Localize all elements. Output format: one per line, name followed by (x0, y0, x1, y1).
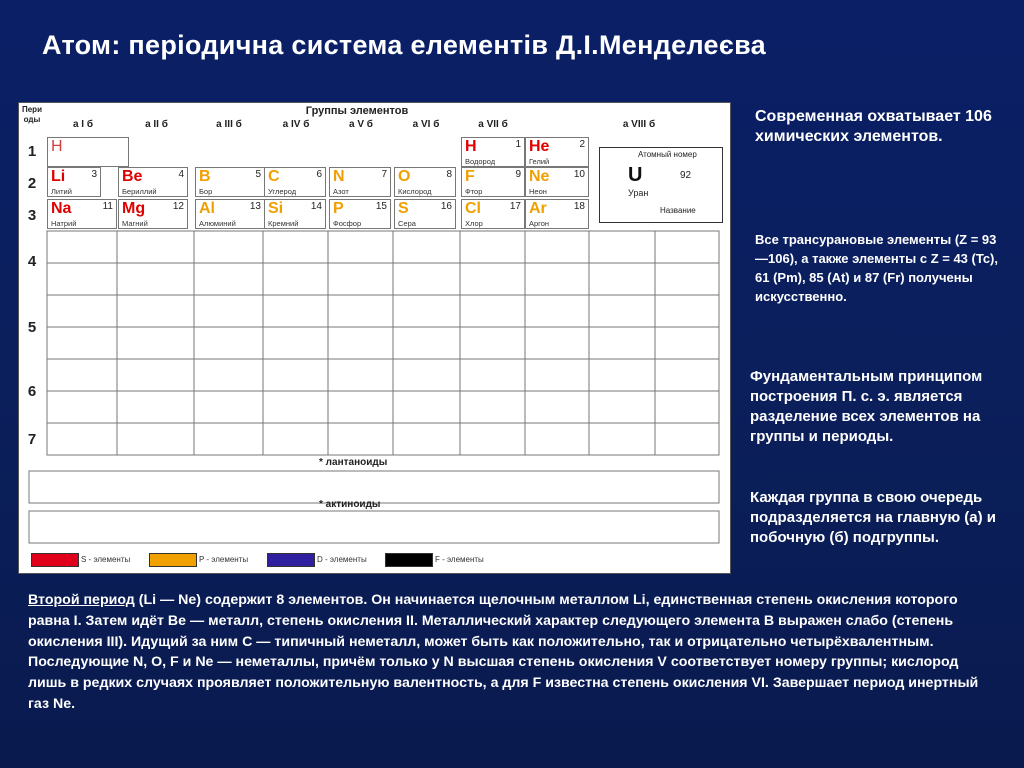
period-number: 7 (27, 431, 37, 448)
element-name: Магний (122, 219, 148, 228)
element-number: 1 (515, 139, 521, 150)
side-text-subgroups: Каждая группа в свою очередь подразделяется на главную (а) и побочную (б) подгруппы. (750, 489, 997, 546)
element-name: Алюминий (199, 219, 236, 228)
element-name: Кремний (268, 219, 299, 228)
group-label: а VII б (478, 119, 508, 130)
element-name: Сера (398, 219, 416, 228)
element-name: Аргон (529, 219, 550, 228)
legend-label: F - элементы (435, 555, 484, 564)
element-number: 16 (440, 201, 452, 212)
element-symbol: Be (122, 168, 143, 185)
legend-swatch-p (149, 553, 197, 567)
element-name: Гелий (529, 157, 550, 166)
period-number: 3 (27, 207, 37, 224)
element-number: 10 (573, 169, 585, 180)
element-number: 11 (102, 201, 113, 212)
element-name: Неон (529, 187, 547, 196)
element-name: Азот (333, 187, 349, 196)
period-number: 4 (27, 253, 37, 270)
element-cell (264, 199, 326, 229)
legend-swatch-d (267, 553, 315, 567)
period-number: 2 (27, 175, 37, 192)
element-symbol: Ne (529, 168, 550, 185)
element-name: Бор (199, 187, 213, 196)
element-symbol: P (333, 200, 344, 217)
element-symbol: N (333, 168, 345, 185)
side-text-modern: Современная охватывает 106 химических элементов. (755, 108, 992, 145)
element-number: 8 (446, 169, 452, 180)
element-symbol: Ar (529, 200, 547, 217)
element-symbol: F (465, 168, 475, 185)
element-cell (525, 137, 589, 167)
element-name: Литий (51, 187, 72, 196)
element-symbol: Si (268, 200, 284, 217)
element-number: 9 (515, 169, 521, 180)
period-number: 6 (27, 383, 37, 400)
element-name: Фосфор (333, 219, 362, 228)
element-symbol: Li (51, 168, 66, 185)
element-cell (461, 167, 525, 197)
lanthanides-label: * лантаноиды (319, 457, 388, 468)
page-title: Атом: періодична система елементів Д.І.Менделеєва (42, 30, 766, 60)
element-name: Натрий (51, 219, 77, 228)
element-cell (264, 167, 326, 197)
key-number: 92 (680, 170, 692, 181)
element-number: 18 (573, 201, 585, 212)
element-cell (329, 167, 391, 197)
element-cell (118, 199, 188, 229)
second-period-text: (Li — Ne) содержит 8 элементов. Он начинается щелочным металлом Li, единственная степень окисления которого равна I. Затем идёт Be — металл, степень окисления II. Металлический характер следующего элемента B выражен слабо (степень окисления III). Идущий за ним C — типичный неметалл, может быть как положительно, так и отрицательно четырёхвалентным. Последующие N, O, F и Ne — неметаллы, причём только у N высшая степень окисления V соответствует номеру группы; кислород лишь в редких случаях проявляет положительную валентность, а для F известна степень окисления VI. Завершает период инертный газ Ne. (28, 592, 979, 712)
legend-label: P - элементы (199, 555, 249, 564)
element-name: Углерод (268, 187, 297, 196)
element-number: 6 (316, 169, 322, 180)
periodic-table (18, 102, 731, 574)
group-label: а IV б (282, 119, 310, 130)
element-cell (47, 199, 117, 229)
key-name: Уран (628, 188, 649, 198)
group-label: а VIII б (622, 119, 656, 130)
element-symbol: S (398, 200, 409, 217)
element-symbol: He (529, 138, 550, 155)
element-cell (118, 167, 188, 197)
element-number: 5 (255, 169, 261, 180)
period-number: 5 (27, 319, 37, 336)
element-symbol: O (398, 168, 411, 185)
element-cell (525, 167, 589, 197)
element-cell (461, 137, 525, 167)
element-number: 3 (91, 169, 97, 180)
element-cell (47, 137, 129, 167)
element-symbol: Mg (122, 200, 146, 217)
element-cell (394, 199, 456, 229)
period-number: 1 (27, 143, 37, 160)
element-name: Фтор (465, 187, 483, 196)
element-symbol: C (268, 168, 280, 185)
key-atomic-number-label: Атомный номер (638, 150, 697, 159)
group-label: а I б (72, 119, 94, 130)
element-cell (195, 167, 265, 197)
second-period-link[interactable]: Второй период (28, 592, 135, 608)
element-symbol: B (199, 168, 211, 185)
element-cell (47, 167, 101, 197)
element-cell (394, 167, 456, 197)
group-label: а II б (145, 119, 168, 130)
periods-label: Пери оды (21, 105, 42, 124)
element-number: 13 (249, 201, 261, 212)
element-cell (461, 199, 525, 229)
element-cell (329, 199, 391, 229)
element-number: 17 (509, 201, 521, 212)
actinides-label: * актиноиды (319, 499, 381, 510)
element-number: 15 (375, 201, 387, 212)
element-symbol: H (465, 138, 477, 155)
element-number: 14 (310, 201, 322, 212)
element-name: Кислород (398, 187, 432, 196)
key-symbol: U (628, 164, 643, 186)
element-key (599, 147, 723, 223)
side-text-transuranic: Все трансурановые элементы (Z = 93—106), а также элементы с Z = 43 (Tc), 61 (Pm), 85 (At) и 87 (Fr) получены искусственно. (755, 232, 999, 304)
element-cell (525, 199, 589, 229)
legend-label: S - элементы (81, 555, 131, 564)
element-symbol: Na (51, 200, 72, 217)
key-name-label: Название (660, 206, 696, 215)
group-label: а III б (216, 119, 242, 130)
element-symbol: H (51, 138, 63, 155)
element-symbol: Cl (465, 200, 481, 217)
element-cell (195, 199, 265, 229)
second-period-description (28, 590, 998, 715)
element-name: Хлор (465, 219, 483, 228)
legend-label: D - элементы (317, 555, 367, 564)
element-number: 12 (172, 201, 184, 212)
side-text-principle: Фундаментальным принципом построения П. с. э. является разделение всех элементов на группы и периоды. (750, 368, 983, 445)
element-name: Бериллий (122, 187, 157, 196)
element-symbol: Al (199, 200, 215, 217)
element-number: 7 (381, 169, 387, 180)
element-name: Водород (465, 157, 496, 166)
groups-title: Группы элементов (305, 105, 409, 117)
group-label: а VI б (412, 119, 440, 130)
group-label: а V б (349, 119, 373, 130)
legend-swatch-s (31, 553, 79, 567)
element-number: 2 (579, 139, 585, 150)
legend-swatch-f (385, 553, 433, 567)
element-number: 4 (178, 169, 184, 180)
